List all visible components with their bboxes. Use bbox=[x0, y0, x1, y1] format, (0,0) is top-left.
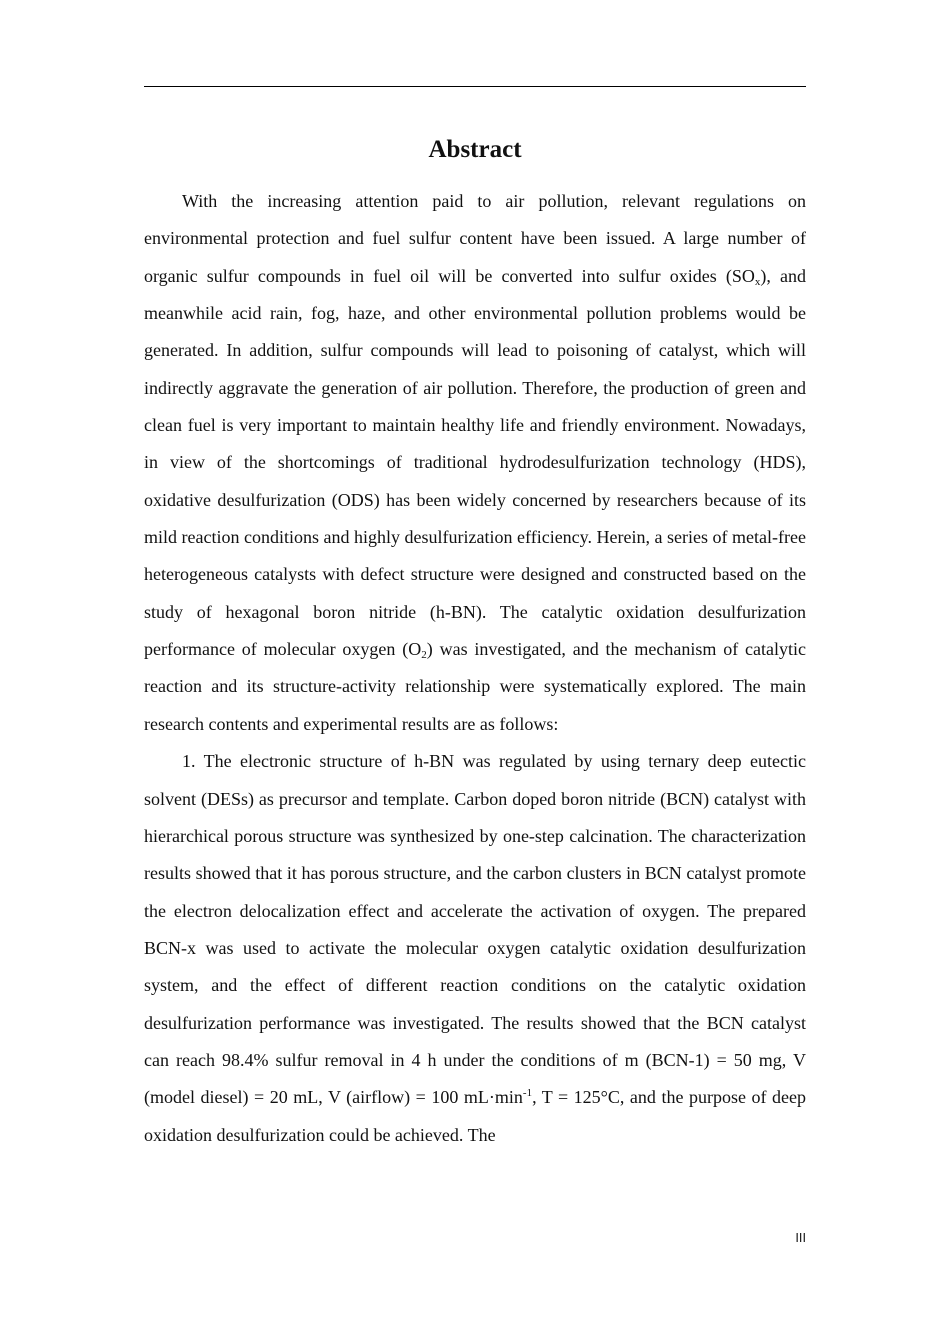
paragraph-text: 1. The electronic structure of h-BN was regulated by using ternary deep eutectic solvent (DESs) as precursor and template. Carbon doped boron nitride (BCN) catalyst with hierarchical porous structure was synthesized by one-step calcination. The characterization results showed that it has porous structure, and the carbon clusters in BCN catalyst promote the electron delocalization effect and accelerate the activation of oxygen. The prepared BCN-x was used to activate the molecular oxygen catalytic oxidation desulfurization system, and the effect of different reaction conditions on the catalytic oxidation desulfurization performance was investigated. The results showed that the BCN catalyst can reach 98.4% sulfur removal in 4 h under the conditions of m (BCN-1) = 50 mg, V (model diesel) = 20 mL, V (airflow) = 100 mL·min bbox=[144, 751, 806, 1108]
abstract-paragraph-2 bbox=[144, 743, 806, 1154]
abstract-paragraph-1 bbox=[144, 183, 806, 743]
paragraph-text: ) was investigated, and the mechanism of catalytic reaction and its structure-activity relationship were systematically explored. The main research contents and experimental results are as follows: bbox=[144, 639, 807, 734]
page-number: III bbox=[795, 1231, 806, 1245]
paragraph-text: , T = 125°C, and the purpose of deep oxidation desulfurization could be achieved. The bbox=[144, 1087, 807, 1145]
superscript-minus-1: -1 bbox=[522, 1087, 533, 1100]
paragraph-text: With the increasing attention paid to air pollution, relevant regulations on environmental protection and fuel sulfur content have been issued. A large number of organic sulfur compounds in fuel oil will be converted into sulfur oxides (SO bbox=[144, 191, 806, 286]
paragraph-text: ), and meanwhile acid rain, fog, haze, and other environmental pollution problems would be generated. In addition, sulfur compounds will lead to poisoning of catalyst, which will indirectly aggravate the generation of air pollution. Therefore, the production of green and clean fuel is very important to maintain healthy life and friendly environment. Nowadays, in view of the shortcomings of traditional hydrodesulfurization technology (HDS), oxidative desulfurization (ODS) has been widely concerned by researchers because of its mild reaction conditions and highly desulfurization efficiency. Herein, a series of metal-free heterogeneous catalysts with defect structure were designed and constructed based on the study of hexagonal boron nitride (h-BN). The catalytic oxidation desulfurization performance of molecular oxygen (O bbox=[144, 265, 807, 660]
header-rule bbox=[144, 86, 806, 87]
abstract-body bbox=[144, 183, 806, 1154]
subscript-2: 2 bbox=[421, 649, 427, 662]
page-title: Abstract bbox=[428, 136, 522, 163]
subscript-x: x bbox=[754, 275, 761, 288]
